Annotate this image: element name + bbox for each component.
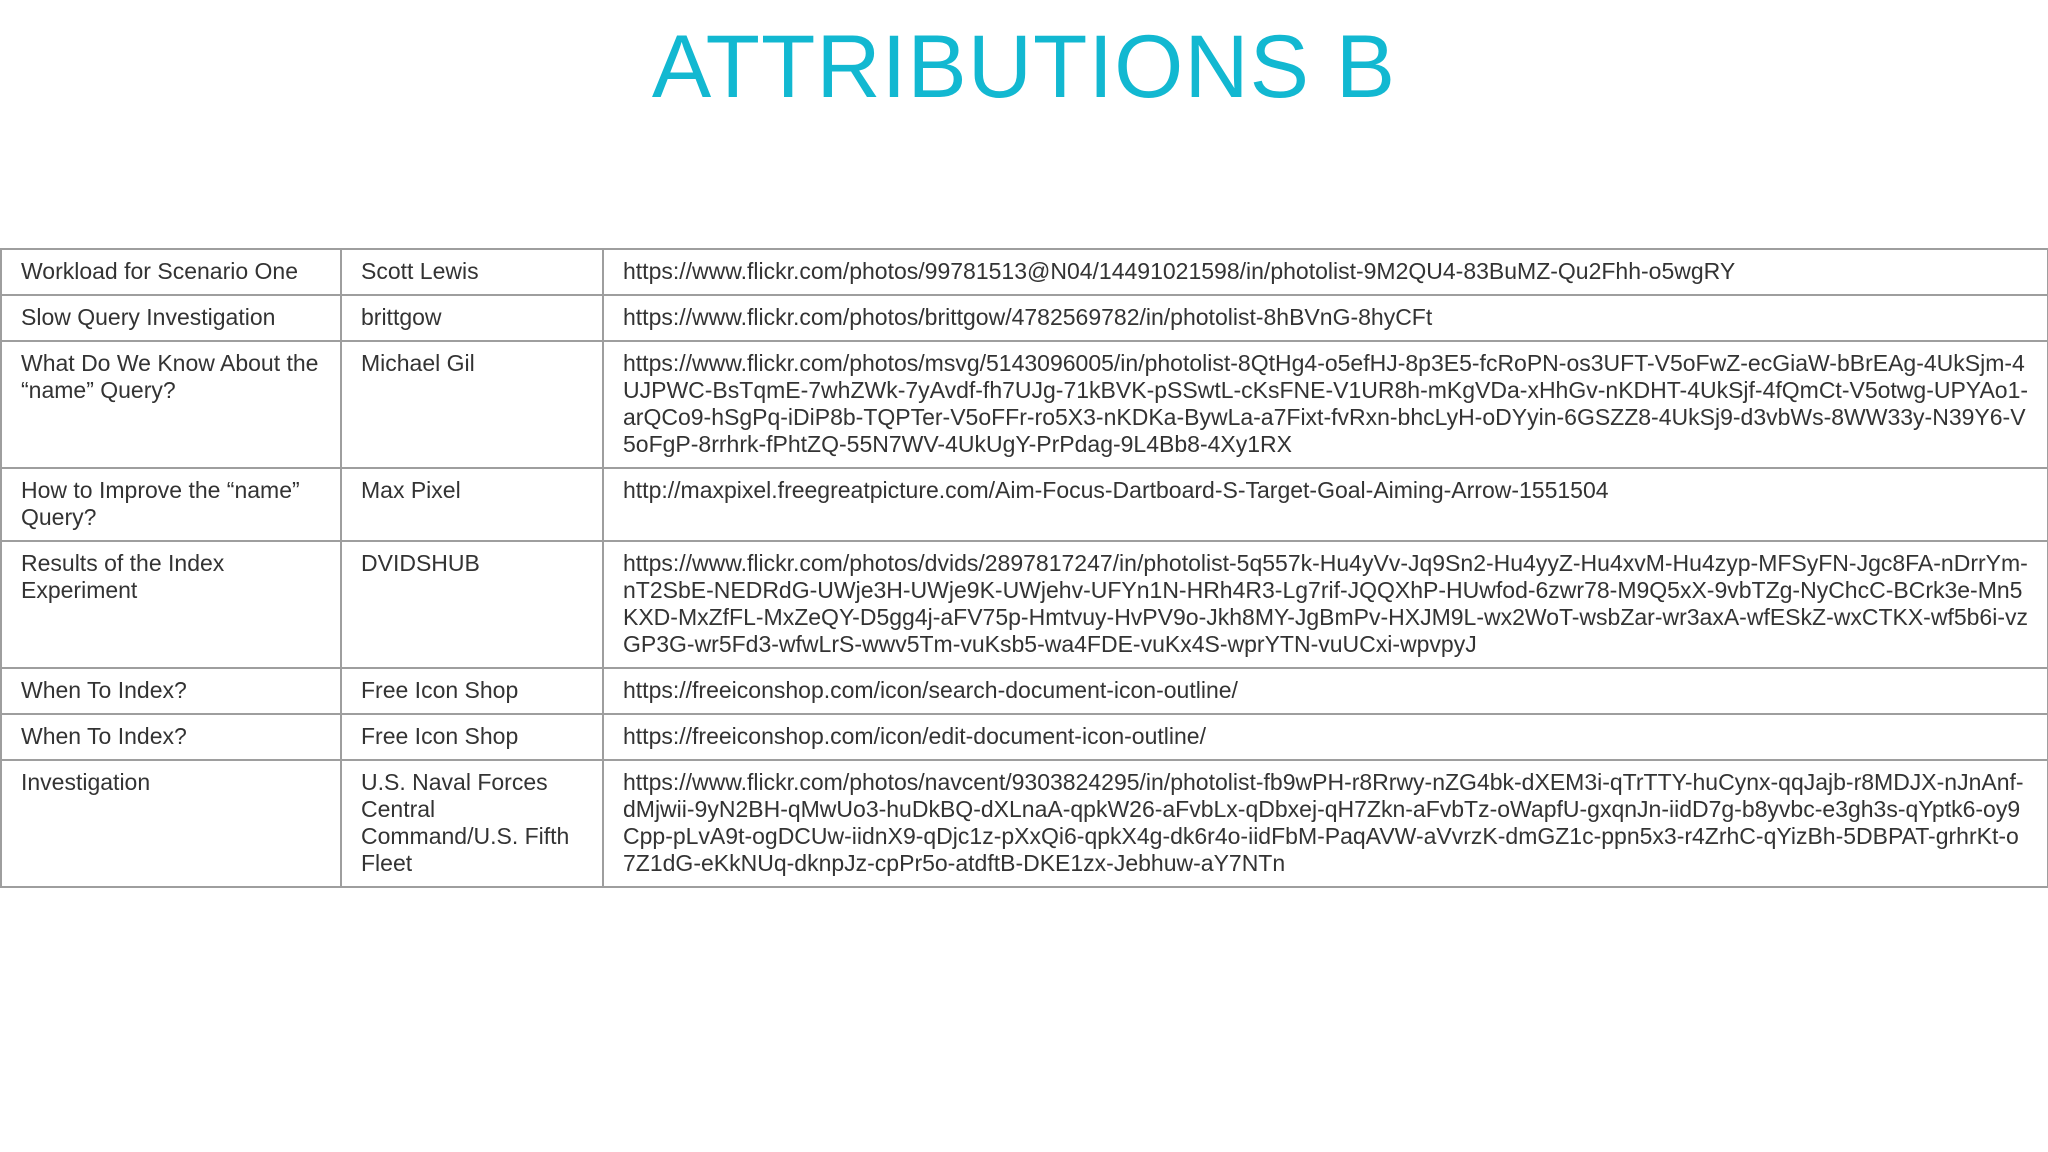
slide-name-cell: Results of the Index Experiment (1, 541, 341, 668)
slide-name-cell: Investigation (1, 760, 341, 887)
table-row (1, 668, 2048, 714)
slide-title: ATTRIBUTIONS B (651, 16, 1397, 116)
author-cell: Michael Gil (341, 341, 603, 468)
source-url-cell: https://www.flickr.com/photos/dvids/2897817247/in/photolist-5q557k-Hu4yVv-Jq9Sn2-Hu4yyZ-Hu4xvM-Hu4zyp-MFSyFN-Jgc8FA-nDrrYm-nT2SbE-NEDRdG-UWje3H-UWje9K-UWjehv-UFYn1N-HRh4R3-Lg7rif-JQQXhP-HUwfod-6zwr78-M9Q5xX-9vbTZg-NyChcC-BCrk3e-Mn5KXD-MxZfFL-MxZeQY-D5gg4j-aFV75p-Hmtvuy-HvPV9o-Jkh8MY-JgBmPv-HXJM9L-wx2WoT-wsbZar-wr3axA-wfESkZ-wxCTKX-wf5b6i-vzGP3G-wr5Fd3-wfwLrS-wwv5Tm-vuKsb5-wa4FDE-vuKx4S-wprYTN-vuUCxi-wpvpyJ (603, 541, 2048, 668)
table-row (1, 714, 2048, 760)
table-row (1, 541, 2048, 668)
author-cell: U.S. Naval Forces Central Command/U.S. Fifth Fleet (341, 760, 603, 887)
source-url-cell: https://www.flickr.com/photos/brittgow/4782569782/in/photolist-8hBVnG-8hyCFt (603, 295, 2048, 341)
author-cell: brittgow (341, 295, 603, 341)
source-url-cell: https://www.flickr.com/photos/navcent/9303824295/in/photolist-fb9wPH-r8Rrwy-nZG4bk-dXEM3i-qTrTTY-huCynx-qqJajb-r8MDJX-nJnAnf-dMjwii-9yN2BH-qMwUo3-huDkBQ-dXLnaA-qpkW26-aFvbLx-qDbxej-qH7Zkn-aFvbTz-oWapfU-gxqnJn-iidD7g-b8yvbc-e3gh3s-qYptk6-oy9Cpp-pLvA9t-ogDCUw-iidnX9-qDjc1z-pXxQi6-qpkX4g-dk6r4o-iidFbM-PaqAVW-aVvrzK-dmGZ1c-ppn5x3-r4ZrhC-qYizBh-5DBPAT-grhrKt-o7Z1dG-eKkNUq-dknpJz-cpPr5o-atdftB-DKE1zx-Jebhuw-aY7NTn (603, 760, 2048, 887)
source-url-cell: https://freeiconshop.com/icon/edit-document-icon-outline/ (603, 714, 2048, 760)
table-row (1, 249, 2048, 295)
slide-name-cell: When To Index? (1, 714, 341, 760)
attributions-table (0, 248, 2048, 888)
source-url-cell: https://www.flickr.com/photos/99781513@N04/14491021598/in/photolist-9M2QU4-83BuMZ-Qu2Fhh-o5wgRY (603, 249, 2048, 295)
source-url-cell: https://freeiconshop.com/icon/search-document-icon-outline/ (603, 668, 2048, 714)
author-cell: Scott Lewis (341, 249, 603, 295)
source-url-cell: http://maxpixel.freegreatpicture.com/Aim-Focus-Dartboard-S-Target-Goal-Aiming-Arrow-1551504 (603, 468, 2048, 541)
author-cell: Free Icon Shop (341, 714, 603, 760)
table-row (1, 760, 2048, 887)
author-cell: Max Pixel (341, 468, 603, 541)
source-url-cell: https://www.flickr.com/photos/msvg/5143096005/in/photolist-8QtHg4-o5efHJ-8p3E5-fcRoPN-os3UFT-V5oFwZ-ecGiaW-bBrEAg-4UkSjm-4UJPWC-BsTqmE-7whZWk-7yAvdf-fh7UJg-71kBVK-pSSwtL-cKsFNE-V1UR8h-mKgVDa-xHhGv-nKDHT-4UkSjf-4fQmCt-V5otwg-UPYAo1-arQCo9-hSgPq-iDiP8b-TQPTer-V5oFFr-ro5X3-nKDKa-BywLa-a7Fixt-fvRxn-bhcLyH-oDYyin-6GSZZ8-4UkSj9-d3vbWs-8WW33y-N39Y6-V5oFgP-8rrhrk-fPhtZQ-55N7WV-4UkUgY-PrPdag-9L4Bb8-4Xy1RX (603, 341, 2048, 468)
author-cell: Free Icon Shop (341, 668, 603, 714)
slide-name-cell: How to Improve the “name” Query? (1, 468, 341, 541)
attributions-table-container (0, 248, 2047, 888)
table-row (1, 341, 2048, 468)
slide-name-cell: Workload for Scenario One (1, 249, 341, 295)
author-cell: DVIDSHUB (341, 541, 603, 668)
table-row (1, 468, 2048, 541)
table-row (1, 295, 2048, 341)
slide-name-cell: When To Index? (1, 668, 341, 714)
slide-name-cell: What Do We Know About the “name” Query? (1, 341, 341, 468)
slide-name-cell: Slow Query Investigation (1, 295, 341, 341)
